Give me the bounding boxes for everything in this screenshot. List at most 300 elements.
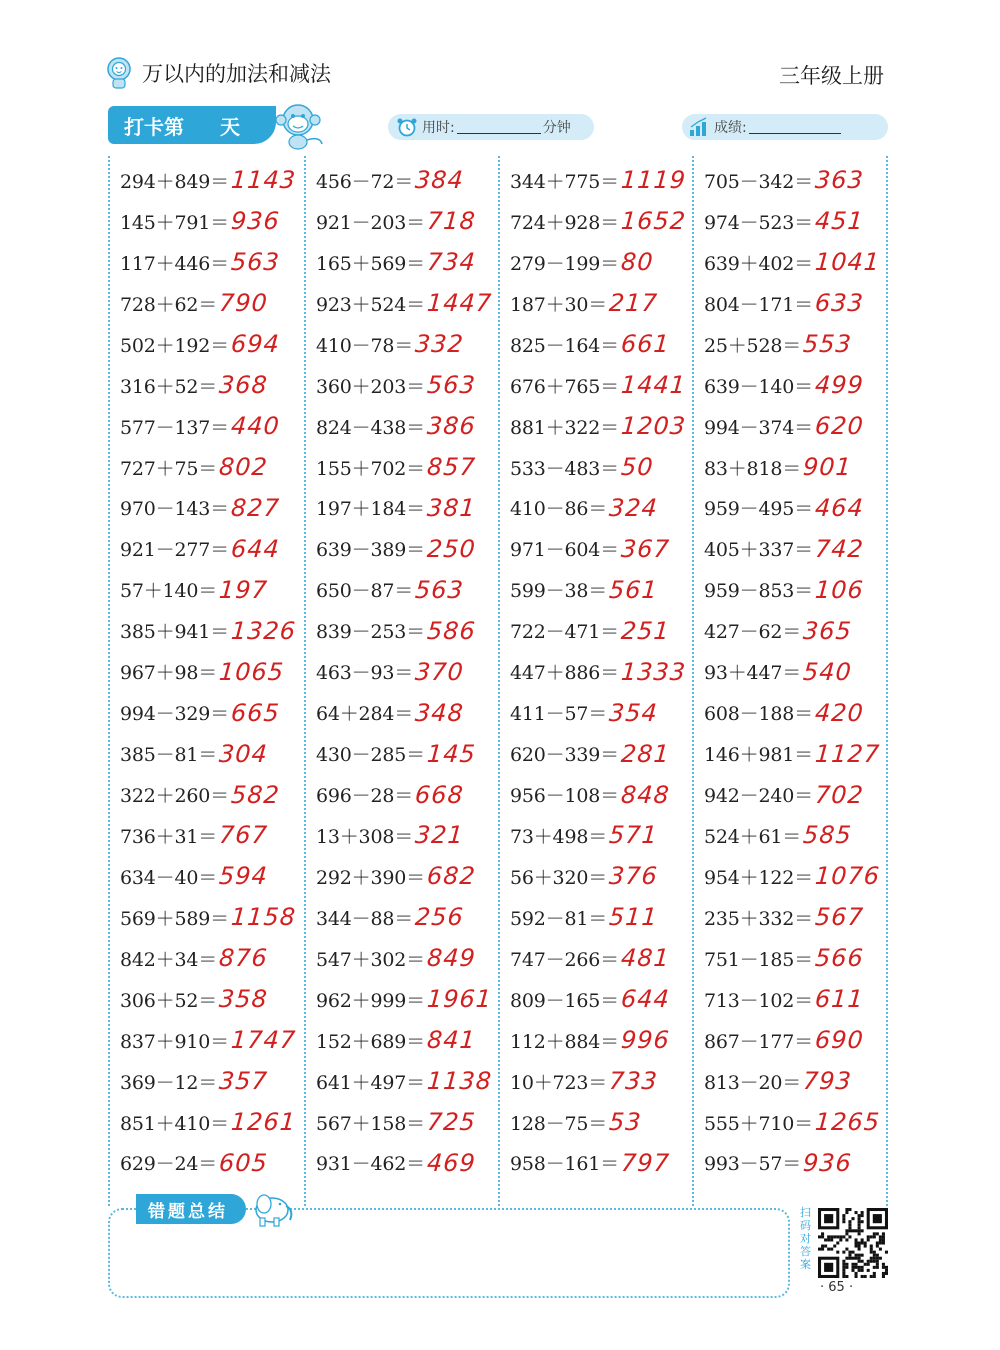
exercise-question: 921－277＝ [120,539,229,562]
exercise-question: 959－495＝ [703,498,813,521]
handwritten-answer[interactable]: 585 [802,821,853,850]
handwritten-answer[interactable]: 725 [425,1108,477,1137]
exercise-question: 155＋702＝ [315,457,425,480]
exercise-question: 676＋765＝ [509,375,619,398]
exercise-question: 235＋332＝ [703,907,813,930]
exercise-row [120,938,304,979]
exercise-row [704,1061,886,1102]
exercise-row [510,160,692,201]
exercise-question: 639－140＝ [703,375,813,398]
exercise-question: 851＋410＝ [120,1112,229,1135]
score-input-line[interactable] [749,120,841,134]
exercise-row [704,283,886,324]
exercise-column-1 [110,156,304,1206]
exercise-row [510,1020,692,1061]
exercise-row [704,201,886,242]
exercise-question: 825－164＝ [509,334,619,357]
exercise-question: 639＋402＝ [703,252,813,275]
exercise-question: 344＋775＝ [509,170,619,193]
handwritten-answer[interactable]: 841 [425,1026,477,1055]
exercise-row [120,897,304,938]
exercise-question: 410－78＝ [315,334,414,357]
exercise-question: 430－285＝ [315,744,425,767]
exercise-question: 533－483＝ [509,457,619,480]
exercise-question: 813－20＝ [703,1071,802,1094]
exercise-question: 751－185＝ [703,948,813,971]
exercise-row [120,488,304,529]
exercise-column-3 [498,156,692,1206]
exercise-row [510,242,692,283]
exercise-row [704,160,886,201]
handwritten-answer[interactable]: 281 [619,739,671,768]
exercise-row [704,651,886,692]
exercise-row [120,774,304,815]
handwritten-answer[interactable]: 561 [608,575,659,604]
time-input-line[interactable] [457,120,541,134]
exercise-question: 727＋75＝ [120,457,218,480]
handwritten-answer[interactable]: 594 [218,862,269,891]
exercise-row [120,283,304,324]
handwritten-answer[interactable]: 332 [414,330,465,359]
handwritten-answer[interactable]: 742 [813,534,865,563]
exercise-row [316,1102,498,1143]
exercise-row [120,242,304,283]
exercise-question: 634－40＝ [120,866,218,889]
exercise-row [510,324,692,365]
score-field [682,114,888,140]
handwritten-answer[interactable]: 644 [619,985,671,1014]
handwritten-answer[interactable]: 901 [802,453,853,482]
time-field [388,114,594,140]
handwritten-answer[interactable]: 797 [619,1148,671,1177]
score-label: 成绩: [714,120,747,136]
handwritten-answer[interactable]: 563 [425,371,477,400]
exercise-question: 344－88＝ [315,907,414,930]
handwritten-answer[interactable]: 381 [425,493,477,522]
exercise-row [510,938,692,979]
exercise-question: 555＋710＝ [703,1112,813,1135]
handwritten-answer[interactable]: 633 [813,289,865,318]
exercise-row [510,201,692,242]
handwritten-answer[interactable]: 848 [619,780,671,809]
book-title: 万以内的加法和减法 [142,62,331,86]
handwritten-answer[interactable]: 734 [425,248,477,277]
exercise-row [120,160,304,201]
handwritten-answer[interactable]: 1265 [813,1108,881,1137]
checkin-tab [108,106,276,144]
exercise-question: 93＋447＝ [703,662,802,685]
exercise-row [120,651,304,692]
handwritten-answer[interactable]: 1138 [425,1067,493,1096]
exercise-row [120,692,304,733]
exercise-grid [108,156,888,1206]
exercise-row [120,201,304,242]
exercise-question: 956－108＝ [509,785,619,808]
handwritten-answer[interactable]: 358 [218,985,269,1014]
exercise-question: 650－87＝ [315,580,414,603]
handwritten-answer[interactable]: 1127 [813,739,881,768]
exercise-question: 447＋886＝ [509,662,619,685]
exercise-question: 385－81＝ [120,744,218,767]
exercise-question: 747－266＝ [509,948,619,971]
handwritten-answer[interactable]: 1747 [229,1026,297,1055]
exercise-question: 994－374＝ [703,416,813,439]
exercise-row [704,365,886,406]
handwritten-answer[interactable]: 718 [425,207,477,236]
exercise-row [704,897,886,938]
exercise-row [120,610,304,651]
exercise-question: 696－28＝ [315,785,414,808]
handwritten-answer[interactable]: 665 [229,698,281,727]
exercise-question: 837＋910＝ [120,1030,229,1053]
handwritten-answer[interactable]: 793 [802,1067,853,1096]
exercise-question: 993－57＝ [703,1153,802,1176]
exercise-question: 360＋203＝ [315,375,425,398]
handwritten-answer[interactable]: 553 [802,330,853,359]
handwritten-answer[interactable]: 53 [608,1108,643,1137]
exercise-question: 502＋192＝ [120,334,229,357]
exercise-row [120,856,304,897]
mistake-summary-tab: 错题总结 [136,1194,246,1224]
handwritten-answer[interactable]: 802 [218,453,269,482]
exercise-row [120,365,304,406]
exercise-row [316,406,498,447]
handwritten-answer[interactable]: 611 [813,985,865,1014]
exercise-question: 427－62＝ [703,621,802,644]
page-header [104,56,331,90]
exercise-row [704,856,886,897]
checkin-prefix: 打卡第 [124,114,184,139]
exercise-row [316,1061,498,1102]
exercise-row [510,569,692,610]
handwritten-answer[interactable]: 582 [229,780,281,809]
handwritten-answer[interactable]: 217 [608,289,659,318]
exercise-row [510,1143,692,1184]
exercise-question: 620－339＝ [509,744,619,767]
exercise-row [510,733,692,774]
exercise-question: 322＋260＝ [120,785,229,808]
exercise-row [316,692,498,733]
exercise-row [120,406,304,447]
handwritten-answer[interactable]: 511 [608,903,659,932]
elephant-icon [246,1188,296,1228]
exercise-row [316,1020,498,1061]
exercise-question: 959－853＝ [703,580,813,603]
exercise-row [510,365,692,406]
exercise-question: 128－75＝ [509,1112,608,1135]
handwritten-answer[interactable]: 668 [414,780,465,809]
handwritten-answer[interactable]: 1076 [813,862,881,891]
exercise-question: 279－199＝ [509,252,619,275]
exercise-question: 524＋61＝ [703,825,802,848]
exercise-question: 56＋320＝ [509,866,608,889]
exercise-question: 971－604＝ [509,539,619,562]
exercise-question: 967＋98＝ [120,662,218,685]
exercise-row [510,856,692,897]
exercise-row [316,324,498,365]
handwritten-answer[interactable]: 567 [813,903,865,932]
exercise-row [704,610,886,651]
handwritten-answer[interactable]: 197 [218,575,269,604]
exercise-row [704,406,886,447]
exercise-row [316,651,498,692]
exercise-question: 724＋928＝ [509,211,619,234]
handwritten-answer[interactable]: 936 [802,1148,853,1177]
handwritten-answer[interactable]: 767 [218,821,269,850]
exercise-row [316,528,498,569]
exercise-row [316,447,498,488]
handwritten-answer[interactable]: 644 [229,534,281,563]
handwritten-answer[interactable]: 354 [608,698,659,727]
exercise-question: 410－86＝ [509,498,608,521]
exercise-row [316,938,498,979]
handwritten-answer[interactable]: 451 [813,207,865,236]
exercise-question: 567＋158＝ [315,1112,425,1135]
exercise-question: 599－38＝ [509,580,608,603]
exercise-row [704,324,886,365]
handwritten-answer[interactable]: 357 [218,1067,269,1096]
exercise-question: 881＋322＝ [509,416,619,439]
handwritten-answer[interactable]: 682 [425,862,477,891]
handwritten-answer[interactable]: 1065 [218,657,286,686]
exercise-question: 456－72＝ [315,170,414,193]
handwritten-answer[interactable]: 499 [813,371,865,400]
exercise-question: 294＋849＝ [120,170,229,193]
exercise-row [704,569,886,610]
exercise-row [510,815,692,856]
exercise-question: 736＋31＝ [120,825,218,848]
handwritten-answer[interactable]: 50 [619,453,655,482]
exercise-question: 316＋52＝ [120,375,218,398]
exercise-row [120,815,304,856]
exercise-row [510,1102,692,1143]
exercise-question: 867－177＝ [703,1030,813,1053]
exercise-question: 411－57＝ [509,703,608,726]
exercise-question: 369－12＝ [120,1071,218,1094]
exercise-question: 958－161＝ [509,1153,619,1176]
handwritten-answer[interactable]: 690 [813,1026,865,1055]
exercise-question: 187＋30＝ [509,293,608,316]
handwritten-answer[interactable]: 363 [813,166,865,195]
exercise-row [510,528,692,569]
handwritten-answer[interactable]: 384 [414,166,465,195]
handwritten-answer[interactable]: 250 [425,534,477,563]
exercise-question: 64＋284＝ [315,703,414,726]
exercise-question: 954＋122＝ [703,866,813,889]
exercise-question: 463－93＝ [315,662,414,685]
handwritten-answer[interactable]: 367 [619,534,671,563]
handwritten-answer[interactable]: 464 [813,493,865,522]
handwritten-answer[interactable]: 876 [218,944,269,973]
exercise-question: 13＋308＝ [315,825,414,848]
time-label: 用时: [422,120,455,136]
exercise-row [316,242,498,283]
handwritten-answer[interactable]: 440 [229,412,281,441]
exercise-row [704,815,886,856]
exercise-row [510,897,692,938]
monkey-icon [272,100,328,150]
handwritten-answer[interactable]: 540 [802,657,853,686]
exercise-question: 547＋302＝ [315,948,425,971]
exercise-question: 974－523＝ [703,211,813,234]
exercise-row [120,1143,304,1184]
exercise-row [510,651,692,692]
handwritten-answer[interactable]: 145 [425,739,477,768]
exercise-row [120,528,304,569]
handwritten-answer[interactable]: 251 [619,616,671,645]
exercise-question: 592－81＝ [509,907,608,930]
exercise-row [704,1020,886,1061]
handwritten-answer[interactable]: 321 [414,821,465,850]
exercise-row [120,733,304,774]
exercise-question: 639－389＝ [315,539,425,562]
exercise-question: 931－462＝ [315,1153,425,1176]
exercise-row [120,324,304,365]
exercise-question: 146＋981＝ [703,744,813,767]
lion-icon [104,56,134,90]
exercise-question: 145＋791＝ [120,211,229,234]
handwritten-answer[interactable]: 1333 [619,657,687,686]
exercise-row [316,979,498,1020]
exercise-row [510,1061,692,1102]
handwritten-answer[interactable]: 563 [414,575,465,604]
handwritten-answer[interactable]: 857 [425,453,477,482]
handwritten-answer[interactable]: 348 [414,698,465,727]
exercise-row [316,201,498,242]
exercise-row [316,815,498,856]
exercise-row [510,692,692,733]
handwritten-answer[interactable]: 1326 [229,616,297,645]
exercise-row [510,488,692,529]
handwritten-answer[interactable]: 324 [608,493,659,522]
handwritten-answer[interactable]: 790 [218,289,269,318]
handwritten-answer[interactable]: 586 [425,616,477,645]
exercise-row [704,692,886,733]
handwritten-answer[interactable]: 996 [619,1026,671,1055]
handwritten-answer[interactable]: 386 [425,412,477,441]
exercise-question: 839－253＝ [315,621,425,644]
handwritten-answer[interactable]: 620 [813,412,865,441]
exercise-row [316,856,498,897]
handwritten-answer[interactable]: 420 [813,698,865,727]
handwritten-answer[interactable]: 702 [813,780,865,809]
handwritten-answer[interactable]: 936 [229,207,281,236]
exercise-question: 608－188＝ [703,703,813,726]
handwritten-answer[interactable]: 563 [229,248,281,277]
handwritten-answer[interactable]: 849 [425,944,477,973]
handwritten-answer[interactable]: 1652 [619,207,687,236]
exercise-row [316,569,498,610]
exercise-row [316,610,498,651]
exercise-row [120,1102,304,1143]
handwritten-answer[interactable]: 661 [619,330,671,359]
exercise-question: 713－102＝ [703,989,813,1012]
exercise-row [510,610,692,651]
exercise-row [704,1102,886,1143]
handwritten-answer[interactable]: 605 [218,1148,269,1177]
grade-label: 三年级上册 [779,64,884,88]
exercise-row [120,979,304,1020]
handwritten-answer[interactable]: 106 [813,575,865,604]
handwritten-answer[interactable]: 1261 [229,1108,297,1137]
handwritten-answer[interactable]: 1119 [619,166,687,195]
exercise-row [704,979,886,1020]
handwritten-answer[interactable]: 566 [813,944,865,973]
exercise-question: 197＋184＝ [315,498,425,521]
exercise-row [316,1143,498,1184]
handwritten-answer[interactable]: 1447 [425,289,493,318]
exercise-question: 970－143＝ [120,498,229,521]
trophy-chart-icon [688,117,710,137]
exercise-row [316,365,498,406]
exercise-row [510,406,692,447]
handwritten-answer[interactable]: 733 [608,1067,659,1096]
exercise-row [704,774,886,815]
exercise-row [316,897,498,938]
exercise-question: 10＋723＝ [509,1071,608,1094]
handwritten-answer[interactable]: 1441 [619,371,687,400]
handwritten-answer[interactable]: 365 [802,616,853,645]
exercise-row [316,283,498,324]
exercise-question: 165＋569＝ [315,252,425,275]
handwritten-answer[interactable]: 571 [608,821,659,850]
handwritten-answer[interactable]: 1203 [619,412,687,441]
exercise-row [510,283,692,324]
qr-code[interactable] [818,1208,888,1278]
handwritten-answer[interactable]: 1041 [813,248,881,277]
exercise-row [704,528,886,569]
exercise-row [704,488,886,529]
handwritten-answer[interactable]: 1143 [229,166,297,195]
handwritten-answer[interactable]: 1961 [425,985,493,1014]
exercise-row [704,938,886,979]
handwritten-answer[interactable]: 469 [425,1148,477,1177]
exercise-row [316,774,498,815]
exercise-row [510,774,692,815]
exercise-question: 306＋52＝ [120,989,218,1012]
exercise-row [510,979,692,1020]
exercise-row [316,488,498,529]
exercise-row [120,569,304,610]
handwritten-answer[interactable]: 368 [218,371,269,400]
handwritten-answer[interactable]: 376 [608,862,659,891]
handwritten-answer[interactable]: 256 [414,903,465,932]
exercise-question: 405＋337＝ [703,539,813,562]
page-number: · 65 · [820,1280,854,1295]
handwritten-answer[interactable]: 827 [229,493,281,522]
exercise-question: 629－24＝ [120,1153,218,1176]
handwritten-answer[interactable]: 481 [619,944,671,973]
exercise-question: 804－171＝ [703,293,813,316]
exercise-question: 994－329＝ [120,703,229,726]
exercise-question: 117＋446＝ [120,252,229,275]
handwritten-answer[interactable]: 1158 [229,903,297,932]
handwritten-answer[interactable]: 304 [218,739,269,768]
exercise-question: 722－471＝ [509,621,619,644]
exercise-row [704,733,886,774]
exercise-question: 705－342＝ [703,170,813,193]
exercise-row [704,242,886,283]
handwritten-answer[interactable]: 370 [414,657,465,686]
exercise-question: 962＋999＝ [315,989,425,1012]
exercise-question: 292＋390＝ [315,866,425,889]
exercise-row [704,1143,886,1184]
exercise-question: 73＋498＝ [509,825,608,848]
exercise-row [120,447,304,488]
exercise-question: 152＋689＝ [315,1030,425,1053]
handwritten-answer[interactable]: 80 [619,248,655,277]
handwritten-answer[interactable]: 694 [229,330,281,359]
